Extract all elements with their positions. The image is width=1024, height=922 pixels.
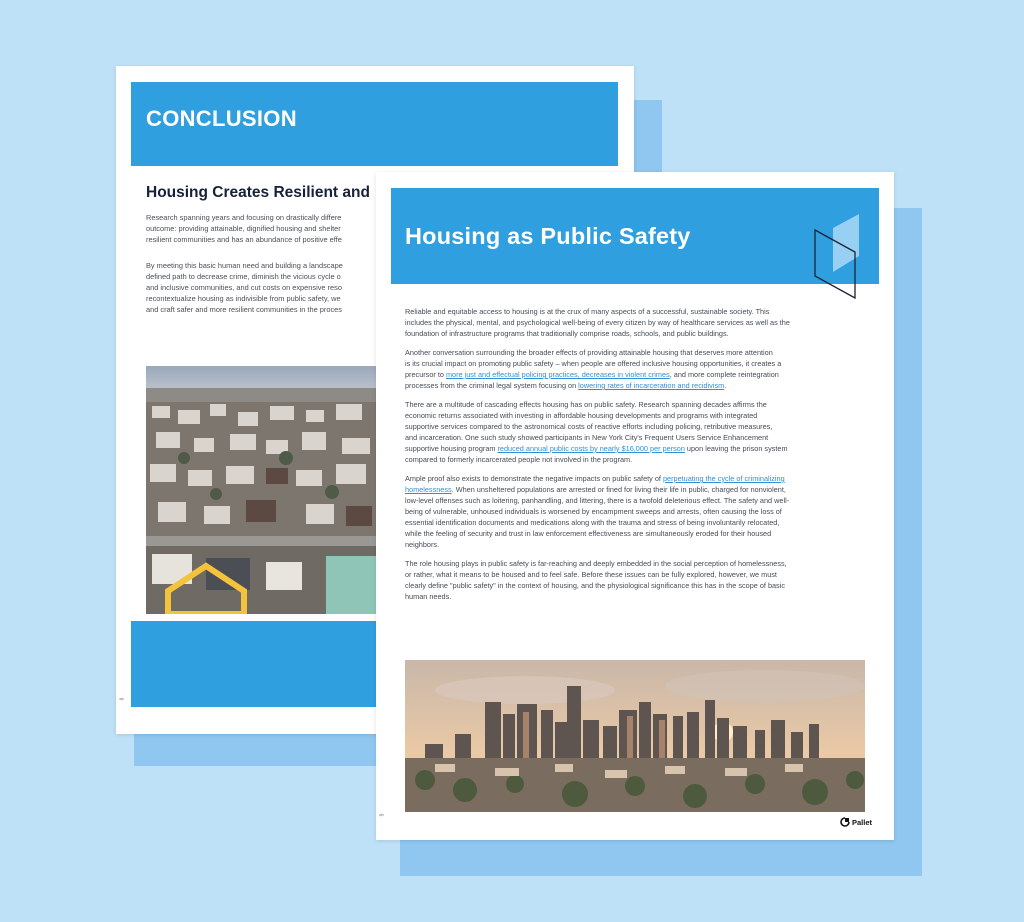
text-line: Reliable and equitable access to housing is at the crux of many aspects of a successful, sustainable society. This (405, 307, 770, 316)
paragraph-4 (405, 473, 867, 550)
neighborhood-aerial-photo (146, 366, 386, 614)
front-page (376, 172, 894, 840)
decorative-panel-icon (811, 212, 871, 302)
text-line: supportive services compared to the astronomical costs of reactive efforts including policing, retributive measures, (405, 422, 773, 431)
text-run: . When unsheltered populations are arrested or fined for living their life in public, charged for nonviolent, (451, 485, 786, 494)
text-line: clearly define "public safety" in the context of housing, and the physiological significance this has in the scope of basic (405, 581, 785, 590)
public-costs-link[interactable]: reduced annual public costs by nearly $16,000 per person (497, 444, 685, 453)
text-line: or rather, what it means to be housed and to feel safe. Before these issues can be fully explored, however, we must (405, 570, 777, 579)
paragraph-5 (405, 558, 867, 602)
paragraph-3 (405, 399, 867, 465)
pallet-logo-text: Pallet (852, 817, 873, 827)
text-line (405, 473, 867, 484)
text-line: low-level offenses such as loitering, panhandling, and littering, there is a twofold deleterious effect. The safety and well- (405, 496, 790, 505)
page-number: 9 (379, 813, 386, 817)
pallet-logo-icon (840, 817, 850, 827)
text-run: . (724, 381, 727, 390)
front-page-title: Housing as Public Safety (405, 223, 691, 249)
text-line: defined path to decrease crime, diminish the vicious cycle o (146, 272, 341, 281)
text-line: outcome: providing attainable, dignified housing and shelter (146, 224, 341, 233)
text-line: and incarceration. One such study showed participants in New York City's Frequent Users Service Enhancement (405, 433, 769, 442)
text-line: essential identification documents and medications along with the trauma and stress of being involuntarily relocated, (405, 518, 780, 527)
text-run: supportive housing program (405, 444, 498, 453)
text-line: human needs. (405, 592, 452, 601)
criminalizing-homelessness-link[interactable]: homelessness (405, 485, 452, 494)
front-body-text (405, 306, 867, 610)
text-line: economic returns associated with investing in affordable housing developments and programs with integrated (405, 411, 758, 420)
text-line (405, 484, 867, 495)
text-run: Ample proof also exists to demonstrate the negative impacts on public safety of (405, 474, 663, 483)
text-run: precursor to (405, 370, 446, 379)
text-line: resilient communities and has an abundance of positive effe (146, 235, 342, 244)
pallet-logo (840, 817, 872, 827)
paragraph-1 (405, 306, 867, 339)
text-line: while the feeling of security and trust in law enforcement effectiveness are simultaneously eroded for their housed (405, 529, 772, 538)
text-line: There are a multitude of cascading effects housing has on public safety. Research spanning decades affirms the (405, 400, 767, 409)
text-run: , and more complete reintegration (669, 370, 779, 379)
text-line: recontextualize housing as indivisible from public safety, we (146, 294, 341, 303)
page-number: 8 (119, 697, 126, 701)
back-page-title: CONCLUSION (146, 106, 297, 131)
text-line (405, 380, 867, 391)
text-line: compared to formerly incarcerated people not involved in the program. (405, 455, 633, 464)
text-line: and inclusive communities, and cut costs on expensive reso (146, 283, 342, 292)
text-run: upon leaving the prison system (684, 444, 788, 453)
policing-practices-link[interactable]: more just and effectual policing practices, decreases in violent crimes (445, 370, 670, 379)
text-line (405, 369, 867, 380)
back-page-subtitle: Housing Creates Resilient and (146, 184, 370, 201)
text-line: is its crucial impact on promoting public safety – when people are offered inclusive housing opportunities, it creates a (405, 359, 782, 368)
text-line: Another conversation surrounding the broader effects of providing attainable housing that deserves more attention (405, 348, 773, 357)
criminalizing-homelessness-link[interactable]: perpetuating the cycle of criminalizing (662, 474, 785, 483)
text-line: Research spanning years and focusing on drastically differe (146, 213, 342, 222)
city-skyline-photo (405, 660, 865, 812)
text-line: being of vulnerable, unhoused individuals is worsened by encampment sweeps and arrests, often causing the loss of (405, 507, 782, 516)
incarceration-rates-link[interactable]: lowering rates of incarceration and recidivism (578, 381, 725, 390)
paragraph-2 (405, 347, 867, 391)
text-line (405, 443, 867, 454)
text-line: includes the physical, mental, and psychological well-being of every citizen by way of healthcare services as well as the (405, 318, 790, 327)
text-line: The role housing plays in public safety is far-reaching and deeply embedded in the social perception of homelessness, (405, 559, 787, 568)
text-line: neighbors. (405, 540, 440, 549)
text-line: and craft safer and more resilient communities in the proces (146, 305, 342, 314)
text-run: processes from the criminal legal system focusing on (405, 381, 579, 390)
text-line: By meeting this basic human need and building a landscape (146, 261, 343, 270)
text-line: foundation of infrastructure programs that traditionally comprise roads, schools, and public buildings. (405, 329, 729, 338)
